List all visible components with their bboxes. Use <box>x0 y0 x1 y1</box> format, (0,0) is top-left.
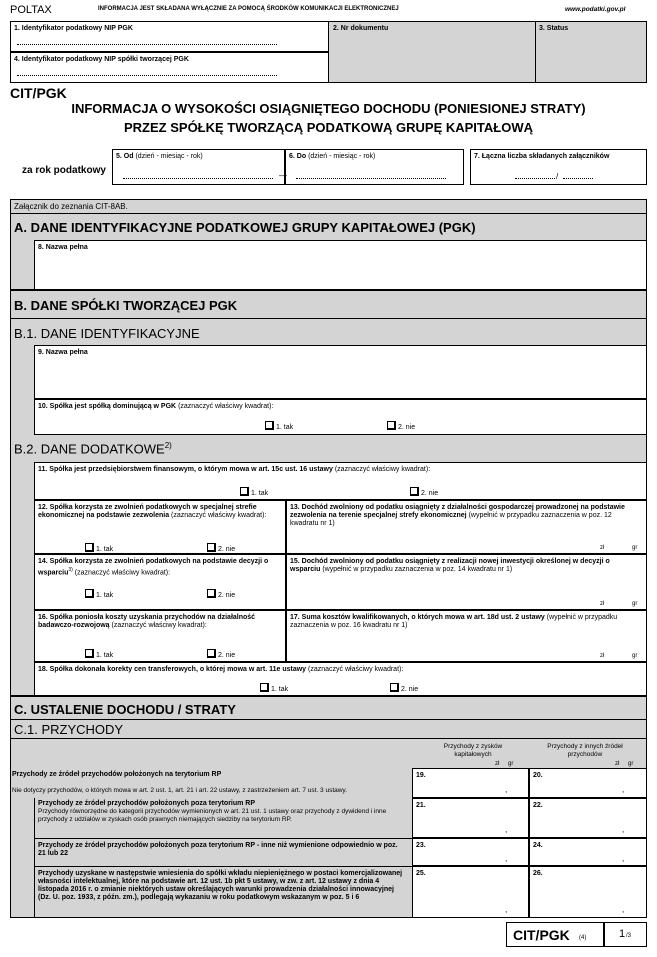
section-b-title: B. DANE SPÓŁKI TWORZĄCEJ PGK <box>14 298 238 313</box>
nip-spolki-field[interactable] <box>10 52 329 83</box>
nip-pgk-label: 1. Identyfikator podatkowy NIP PGK <box>14 25 133 32</box>
rd-costs-label: 16. Spółka poniosła koszty uzyskania przychodów na działalność badawczo-rozwojową <box>38 614 256 629</box>
section-b2-title: B.2. DANE DODATKOWE$^{2)}$ <box>14 441 172 457</box>
field-21[interactable]: 21. , <box>412 798 529 838</box>
support-decision-label: 14. Spółka korzysta ze zwolnień podatkowych na podstawie decyzji o wsparciu <box>38 558 269 577</box>
field-24[interactable]: 24. , <box>529 838 647 866</box>
checkbox-18-nie[interactable] <box>390 683 399 692</box>
row-revenue-abroad-other-label: Przychody ze źródeł przychodów położonych poza terytorium RP - inne niż wymienione odpowiednio w poz. 21 lub 22 <box>34 838 412 866</box>
sse-income-field[interactable]: 13. Dochód zwolniony od podatku osiągnięty z działalności gospodarczej prowadzonej na podstawie zezwolenia na terenie specjalnej strefy ekonomicznej (wypełnić w przypadku zaznaczenia w poz. 12 kwadratu nr 1) zł gr <box>286 500 647 554</box>
checkbox-11-nie[interactable] <box>410 487 419 496</box>
transfer-pricing-label: 18. Spółka dokonała korekty cen transferowych, o której mowa w art. 11e ustawy <box>38 666 307 673</box>
attachments-count-label: 7. Łączna liczba składanych załączników <box>474 153 610 160</box>
attachments-count-field[interactable] <box>470 149 647 185</box>
nr-dokumentu-label: 2. Nr dokumentu <box>333 25 389 32</box>
site-link[interactable]: www.podatki.gov.pl <box>565 6 626 13</box>
rd-costs-field: 16. Spółka poniosła koszty uzyskania przychodów na działalność badawczo-rozwojową (zaznaczyć właściwy kwadrat): 1. tak 2. nie <box>34 610 286 662</box>
checkbox-10-tak[interactable] <box>265 421 274 430</box>
status-label: 3. Status <box>539 25 569 32</box>
nip-spolki-label: 4. Identyfikator podatkowy NIP spółki tworzącej PGK <box>14 56 189 63</box>
date-from-label: 5. Od <box>116 153 134 160</box>
new-investment-income-field[interactable]: 15. Dochód zwolniony od podatku osiągnięty z realizacji nowej inwestycji określonej w decyzji o wsparciu (wypełnić w przypadku zaznaczenia w poz. 14 kwadratu nr 1) zł gr <box>286 554 647 610</box>
col-other-sources-header: Przychody z innych źródeł przychodów <box>547 743 623 758</box>
footer-version: (4) <box>579 935 587 941</box>
field-26[interactable]: 26. , <box>529 866 647 918</box>
sse-field: 12. Spółka korzysta ze zwolnień podatkowych w specjalnej strefie ekonomicznej na podstawie zezwolenia (zaznaczyć właściwy kwadrat): 1. tak 2. nie <box>34 500 286 554</box>
checkbox-12-nie[interactable] <box>207 543 216 552</box>
spolka-name-label: 9. Nazwa pełna <box>38 349 88 356</box>
footer-code-box <box>506 922 604 947</box>
field-23[interactable]: 23. , <box>412 838 529 866</box>
form-code: CIT/PGK <box>10 85 67 101</box>
form-title-2: PRZEZ SPÓŁKĘ TWORZĄCĄ PODATKOWĄ GRUPĘ KAPITAŁOWĄ <box>124 120 533 135</box>
form-title-1: INFORMACJA O WYSOKOŚCI OSIĄGNIĘTEGO DOCHODU (PONIESIONEJ STRATY) <box>71 101 586 116</box>
row-revenue-abroad-label: Przychody ze źródeł przychodów położonych poza terytorium RP Przychody równorzędne do kategorii przychodów wymienionych w art. 21 ust. 1 ustawy oraz przychody z dywidend i inne przychody z udziałów w zyskach osób prawnych niemających siedziby na terytorium RP. <box>34 798 412 838</box>
row-ip-contribution-label: Przychody uzyskane w następstwie wniesienia do spółki wkładu niepieniężnego w postaci komercjalizowanej własności intelektualnej, które na podstawie art. 12 ust. 1b pkt 5 ustawy, w zw. z art. 12 ustawy z dnia 4 listopada 2016 r. o zmianie niektórych ustaw określających warunki prowadzenia działalności innowacyjnej (Dz. U. poz. 1933, z późn. zm.), podlegają wykazaniu w roku podatkowym wskazanym w poz. 5 i 6 <box>34 866 412 918</box>
checkbox-16-nie[interactable] <box>207 649 216 658</box>
checkbox-14-tak[interactable] <box>85 589 94 598</box>
nip-pgk-field[interactable] <box>10 21 329 52</box>
za-rok-label: za rok podatkowy <box>22 165 106 176</box>
financial-enterprise-field: 11. Spółka jest przedsiębiorstwem finansowym, o którym mowa w art. 15c ust. 16 ustawy (zaznaczyć właściwy kwadrat): 1. tak 2. nie <box>34 462 647 500</box>
field-19[interactable]: 19. , <box>412 768 529 798</box>
section-b1-title: B.1. DANE IDENTYFIKACYJNE <box>14 326 200 341</box>
checkbox-18-tak[interactable] <box>260 683 269 692</box>
date-from-field[interactable]: 5. Od (dzień - miesiąc - rok) <box>112 149 285 185</box>
field-22[interactable]: 22. , <box>529 798 647 838</box>
page-number: 1 <box>619 928 626 940</box>
date-to-label: 6. Do <box>289 153 307 160</box>
slash: / <box>556 172 559 181</box>
date-separator: — <box>279 171 287 180</box>
sse-income-label: 13. Dochód zwolniony od podatku osiągnięty z działalności gospodarczej prowadzonej na podstawie zezwolenia na terenie specjalnej strefy ekonomicznej <box>290 504 625 519</box>
page-total: /3 <box>626 933 632 939</box>
sse-label: 12. Spółka korzysta ze zwolnień podatkowych w specjalnej strefie ekonomicznej na podstawie zezwolenia <box>38 504 257 519</box>
poltax-label: POLTAX <box>10 4 52 16</box>
dominant-company-label: 10. Spółka jest spółką dominującą w PGK <box>38 403 177 410</box>
checkbox-10-nie[interactable] <box>387 421 396 430</box>
qualified-costs-field[interactable]: 17. Suma kosztów kwalifikowanych, o których mowa w art. 18d ust. 2 ustawy (wypełnić w przypadku zaznaczenia w poz. 16 kwadratu nr 1) zł gr <box>286 610 647 662</box>
transfer-pricing-field: 18. Spółka dokonała korekty cen transferowych, o której mowa w art. 11e ustawy (zaznaczyć właściwy kwadrat): 1. tak 2. nie <box>34 662 647 696</box>
date-to-field[interactable]: 6. Do (dzień - miesiąc - rok) <box>285 149 464 185</box>
attach-row <box>10 199 647 213</box>
footer-page-box <box>604 922 647 947</box>
checkbox-12-tak[interactable] <box>85 543 94 552</box>
spolka-name-field[interactable] <box>34 345 647 399</box>
pgk-name-label: 8. Nazwa pełna <box>38 244 88 251</box>
row-revenue-rp-label: Przychody ze źródeł przychodów położonych na terytorium RP Nie dotyczy przychodów, o których mowa w art. 2 ust. 1, art. 21 i art. 22 ustawy, z zastrzeżeniem art. 7 ust. 3 ustawy. <box>12 771 348 794</box>
qualified-costs-label: 17. Suma kosztów kwalifikowanych, o których mowa w art. 18d ust. 2 ustawy <box>290 614 545 621</box>
section-c-title: C. USTALENIE DOCHODU / STRATY <box>14 702 236 717</box>
attach-note: Załącznik do zeznania CIT-8AB. <box>14 202 128 211</box>
new-investment-income-label: 15. Dochód zwolniony od podatku osiągnięty z realizacji nowej inwestycji określonej w decyzji o wsparciu <box>290 558 610 573</box>
footer-code: CIT/PGK <box>513 927 570 943</box>
section-c1-title: C.1. PRZYCHODY <box>14 722 124 737</box>
field-25[interactable]: 25. , <box>412 866 529 918</box>
electronic-info: INFORMACJA JEST SKŁADANA WYŁĄCZNIE ZA POMOCĄ ŚRODKÓW KOMUNIKACJI ELEKTRONICZNEJ <box>98 6 399 12</box>
field-20[interactable]: 20. , <box>529 768 647 798</box>
section-a-title: A. DANE IDENTYFIKACYJNE PODATKOWEJ GRUPY KAPITAŁOWEJ (PGK) <box>14 220 476 235</box>
col-capital-gains-header: Przychody z zysków kapitałowych <box>443 743 503 758</box>
support-decision-field: 14. Spółka korzysta ze zwolnień podatkowych na podstawie decyzji o wsparciu$^{3)}$ (zaznaczyć właściwy kwadrat): 1. tak 2. nie <box>34 554 286 610</box>
checkbox-16-tak[interactable] <box>85 649 94 658</box>
dominant-company-field: 10. Spółka jest spółką dominującą w PGK (zaznaczyć właściwy kwadrat): 1. tak 2. nie <box>34 399 647 435</box>
financial-enterprise-label: 11. Spółka jest przedsiębiorstwem finansowym, o którym mowa w art. 15c ust. 16 ustawy <box>38 466 333 473</box>
checkbox-11-tak[interactable] <box>240 487 249 496</box>
pgk-name-field[interactable] <box>34 240 647 290</box>
checkbox-14-nie[interactable] <box>207 589 216 598</box>
